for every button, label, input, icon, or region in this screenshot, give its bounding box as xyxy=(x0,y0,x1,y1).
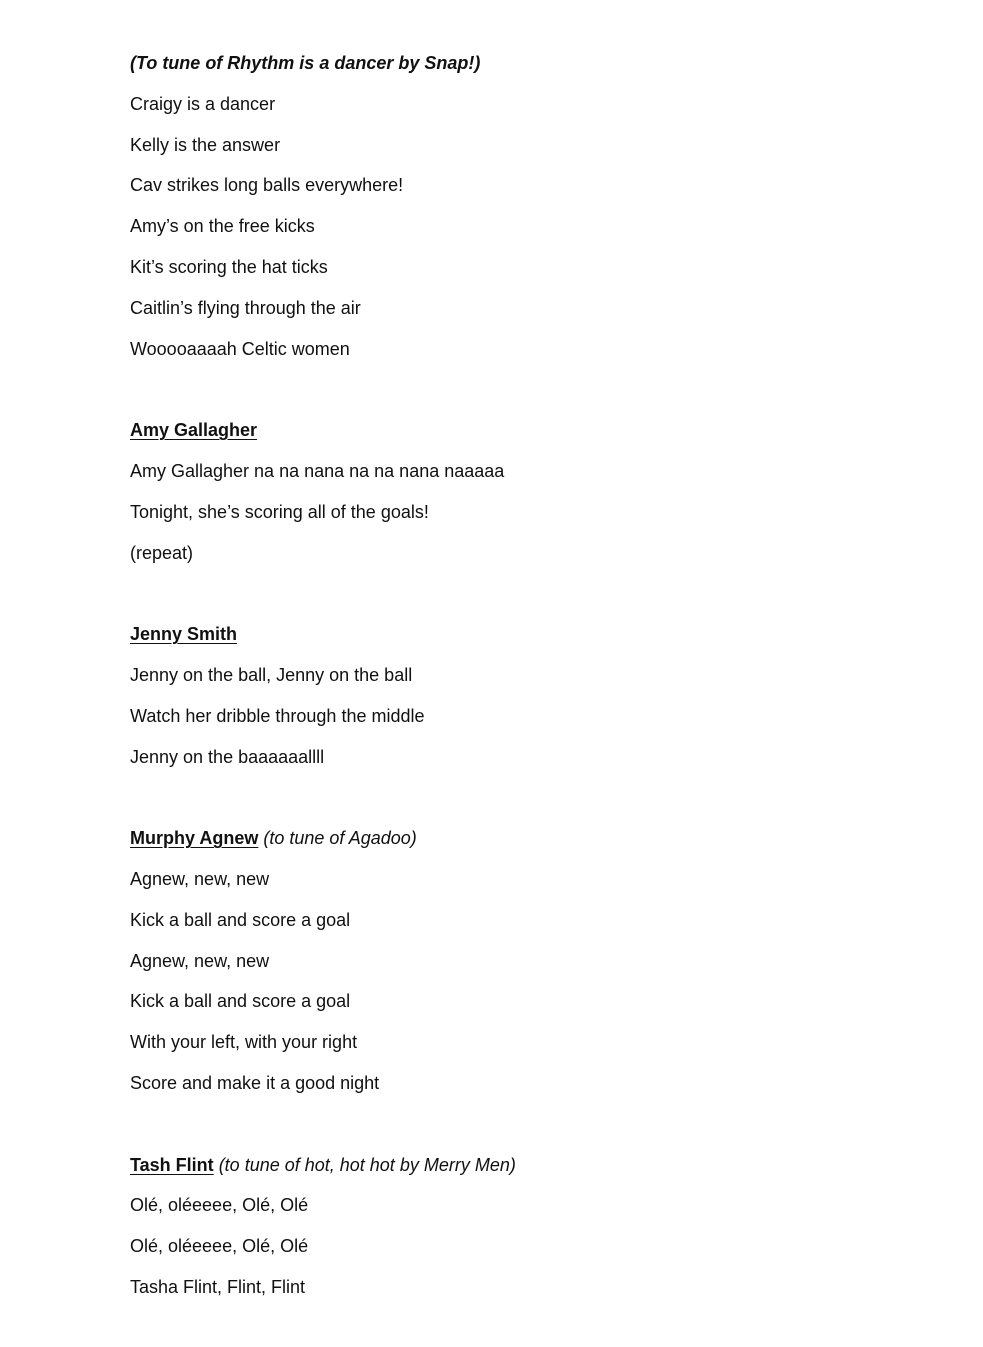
spacer xyxy=(130,374,930,415)
song-tune-note: (to tune of Agadoo) xyxy=(263,828,417,849)
song-line: With your left, with your right xyxy=(130,1032,358,1053)
song-heading-tash-flint xyxy=(130,1150,930,1191)
song-line: Olé, oléeeee, Olé, Olé xyxy=(130,1195,309,1216)
intro-line: Amy’s on the free kicks xyxy=(130,216,315,237)
spacer xyxy=(130,782,930,823)
song-line: Score and make it a good night xyxy=(130,1072,380,1093)
song-line: (repeat) xyxy=(130,542,194,563)
song-title: Murphy Agnew xyxy=(130,828,259,849)
intro-line: Kit’s scoring the hat ticks xyxy=(130,256,328,277)
song-line: Jenny on the baaaaaallll xyxy=(130,746,325,767)
song-heading-jenny-smith xyxy=(130,619,930,660)
chant-sheet xyxy=(130,48,930,1313)
song-title: Tash Flint xyxy=(130,1154,214,1175)
intro-heading: (To tune of Rhythm is a dancer by Snap!) xyxy=(130,53,481,73)
intro-line: Craigy is a dancer xyxy=(130,93,276,114)
song-line: Tasha Flint, Flint, Flint xyxy=(130,1276,306,1297)
intro-line: Caitlin’s flying through the air xyxy=(130,297,361,318)
song-line: Jenny on the ball, Jenny on the ball xyxy=(130,664,413,685)
song-line: Agnew, new, new xyxy=(130,950,270,971)
song-tune-note: (to tune of hot, hot hot by Merry Men) xyxy=(218,1154,516,1175)
intro-line: Kelly is the answer xyxy=(130,134,281,155)
song-line: Olé, oléeeee, Olé, Olé xyxy=(130,1236,309,1257)
song-title: Jenny Smith xyxy=(130,624,238,645)
song-heading-murphy-agnew xyxy=(130,823,930,864)
intro-line: Wooooaaaah Celtic women xyxy=(130,338,350,359)
song-title: Amy Gallagher xyxy=(130,420,258,441)
song-line: Tonight, she’s scoring all of the goals! xyxy=(130,501,429,522)
song-line: Amy Gallagher na na nana na na nana naaaaa xyxy=(130,460,505,481)
spacer xyxy=(130,578,930,619)
song-line: Kick a ball and score a goal xyxy=(130,909,351,930)
song-heading-amy-gallagher xyxy=(130,415,930,456)
song-line: Agnew, new, new xyxy=(130,868,270,889)
intro-line: Cav strikes long balls everywhere! xyxy=(130,175,404,196)
spacer xyxy=(130,1109,930,1150)
song-line: Watch her dribble through the middle xyxy=(130,705,425,726)
song-line: Kick a ball and score a goal xyxy=(130,991,351,1012)
